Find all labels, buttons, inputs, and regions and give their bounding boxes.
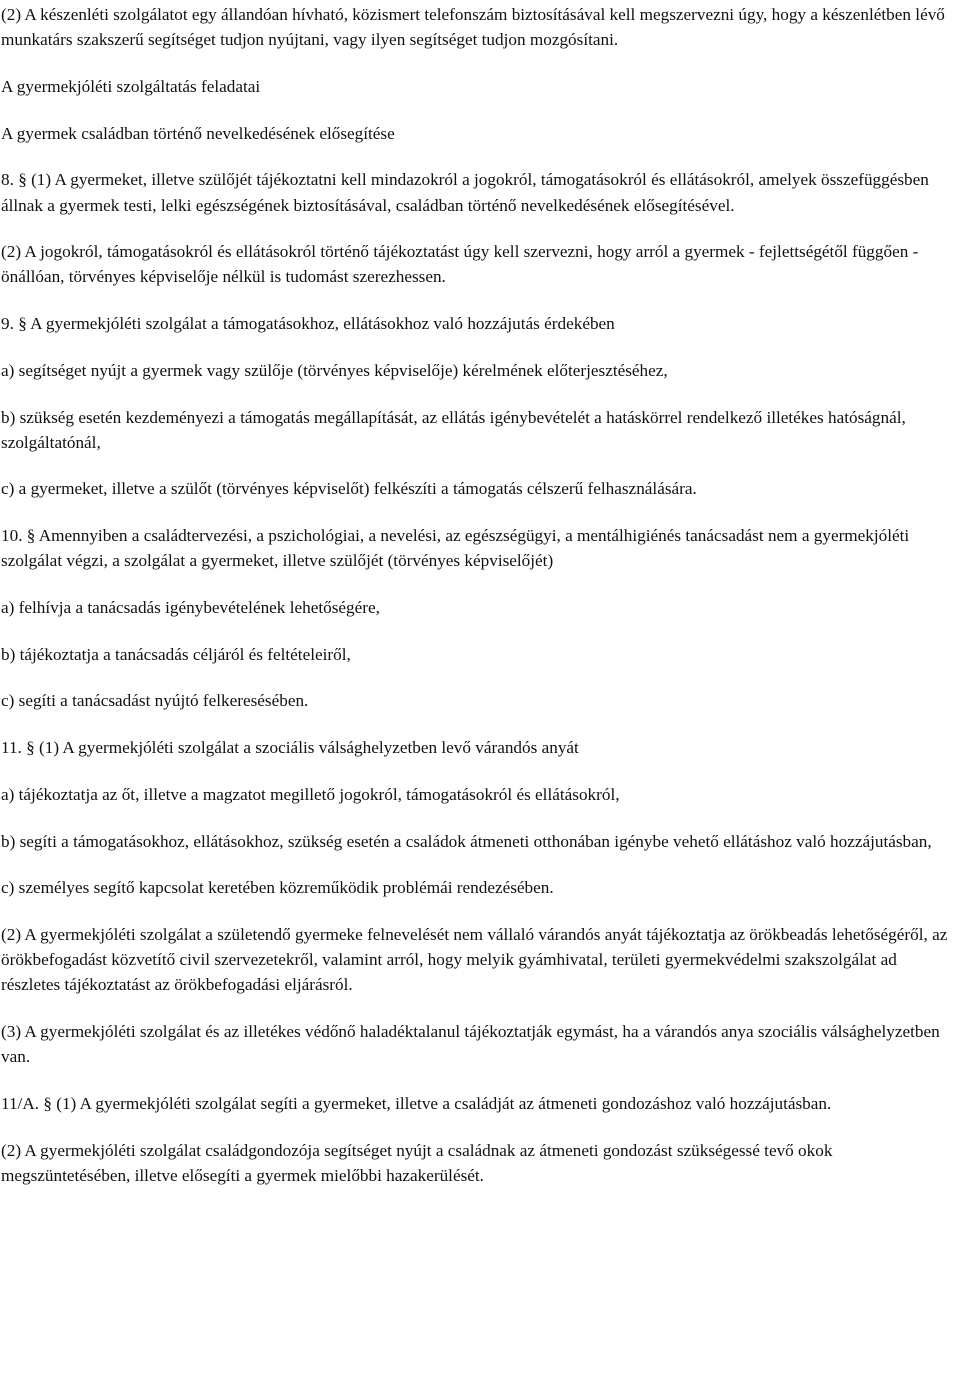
- list-item: b) szükség esetén kezdeményezi a támogatás megállapítását, az ellátás igénybevételét a hatáskörrel rendelkező illetékes hatóságnál, szolgáltatónál,: [1, 407, 906, 452]
- paragraph: (2) A készenléti szolgálatot egy állandóan hívható, közismert telefonszám biztosításával kell megszervezni úgy, hogy a készenlétben lévő munkatárs szakszerű segítséget tudjon nyújtani, vagy ilyen segítséget tudjon mozgósítani.: [1, 5, 945, 50]
- paragraph: (2) A gyermekjóléti szolgálat családgondozója segítséget nyújt a családnak az átmeneti gondozást szükségessé tevő okok megszüntetésében, illetve elősegíti a gyermek mielőbbi hazakerülését.: [1, 1140, 833, 1185]
- list-item: c) segíti a tanácsadást nyújtó felkeresésében.: [1, 691, 309, 711]
- paragraph: 10. § Amennyiben a családtervezési, a pszichológiai, a nevelési, az egészségügyi, a mentálhigiénés tanácsadást nem a gyermekjóléti szolgálat végzi, a szolgálat a gyermeket, illetve szülőjét (törvényes képviselőjét): [1, 526, 910, 571]
- list-item: a) segítséget nyújt a gyermek vagy szülője (törvényes képviselője) kérelmének előterjesztéséhez,: [1, 360, 668, 380]
- list-item: a) tájékoztatja az őt, illetve a magzatot megillető jogokról, támogatásokról és ellátásokról,: [1, 784, 620, 804]
- paragraph: (3) A gyermekjóléti szolgálat és az illetékes védőnő haladéktalanul tájékoztatják egymást, ha a várandós anya szociális válsághelyzetben van.: [1, 1022, 940, 1067]
- section-subheading: A gyermek családban történő nevelkedésének elősegítése: [1, 123, 395, 143]
- paragraph: 9. § A gyermekjóléti szolgálat a támogatásokhoz, ellátásokhoz való hozzájutás érdekében: [1, 314, 615, 334]
- paragraph: (2) A jogokról, támogatásokról és ellátásokról történő tájékoztatást úgy kell szervezni, hogy arról a gyermek - fejlettségétől függően - önállóan, törvényes képviselője nélkül is tudomást szerezhessen.: [1, 242, 919, 287]
- section-heading: A gyermekjóléti szolgáltatás feladatai: [1, 76, 261, 96]
- paragraph: (2) A gyermekjóléti szolgálat a születendő gyermeke felnevelését nem vállaló várandós anyát tájékoztatja az örökbeadás lehetőségéről, az örökbefogadást közvetítő civil szervezetekről, valamint arról, hogy melyik gyámhivatal, területi gyermekvédelmi szakszolgálat ad részletes tájékoztatást az örökbefogadási eljárásról.: [1, 924, 948, 995]
- paragraph: 11/A. § (1) A gyermekjóléti szolgálat segíti a gyermeket, illetve a családját az átmeneti gondozáshoz való hozzájutásban.: [1, 1093, 832, 1113]
- list-item: c) a gyermeket, illetve a szülőt (törvényes képviselőt) felkészíti a támogatás célszerű felhasználására.: [1, 479, 697, 499]
- list-item: b) segíti a támogatásokhoz, ellátásokhoz, szükség esetén a családok átmeneti otthonában igénybe vehető ellátáshoz való hozzájutásban,: [1, 831, 932, 851]
- paragraph: 11. § (1) A gyermekjóléti szolgálat a szociális válsághelyzetben levő várandós anyát: [1, 738, 579, 758]
- list-item: b) tájékoztatja a tanácsadás céljáról és feltételeiről,: [1, 644, 351, 664]
- paragraph: 8. § (1) A gyermeket, illetve szülőjét tájékoztatni kell mindazokról a jogokról, támogatásokról és ellátásokról, amelyek összefüggésben állnak a gyermek testi, lelki egészségének biztosításával, családban történő nevelkedésének elősegítésével.: [1, 170, 929, 215]
- list-item: a) felhívja a tanácsadás igénybevételének lehetőségére,: [1, 598, 380, 618]
- list-item: c) személyes segítő kapcsolat keretében közreműködik problémái rendezésében.: [1, 878, 554, 898]
